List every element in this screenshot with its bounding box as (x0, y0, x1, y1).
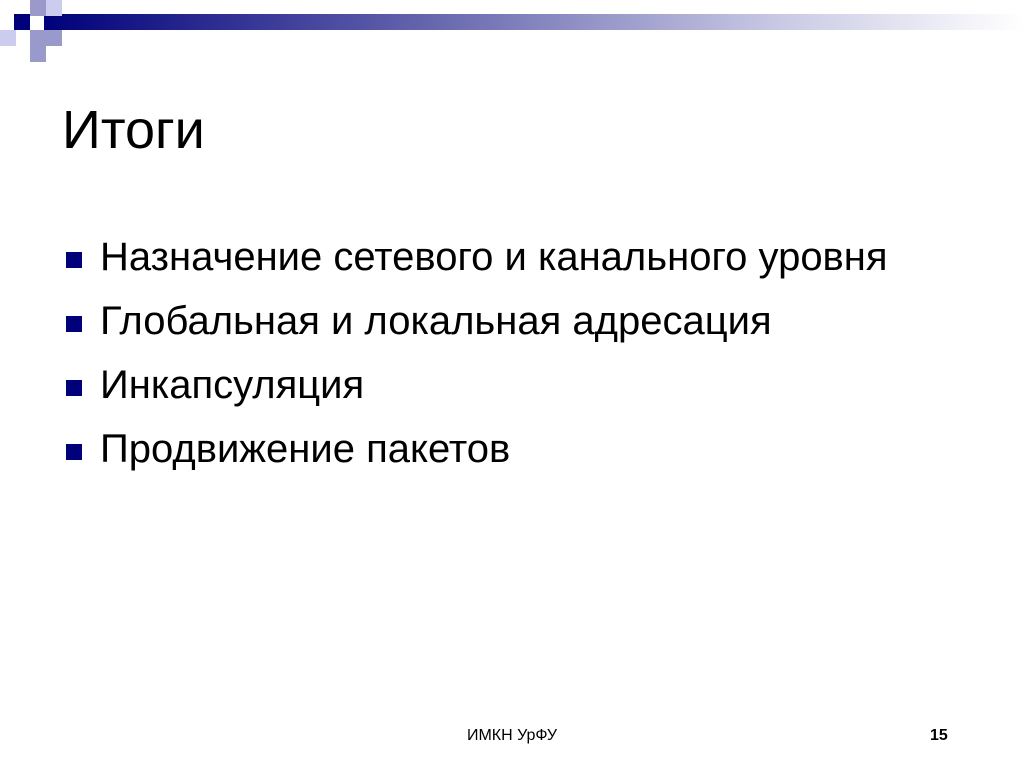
bullet-item (62, 424, 962, 475)
bullet-item (62, 296, 962, 347)
square-bullet-icon (66, 444, 82, 460)
slide-title: Итоги (62, 100, 205, 160)
bullet-list (62, 232, 962, 488)
header-gradient-bar (44, 14, 1024, 30)
bullet-text: Инкапсуляция (100, 363, 365, 407)
square-bullet-icon (66, 380, 82, 396)
header-decoration (0, 0, 1024, 64)
decor-square (14, 14, 30, 30)
decor-square (30, 46, 46, 62)
square-bullet-icon (66, 252, 82, 268)
page-number: 15 (930, 727, 948, 744)
bullet-item (62, 360, 962, 411)
bullet-text: Продвижение пакетов (100, 427, 511, 471)
square-bullet-icon (66, 316, 82, 332)
decor-square (0, 30, 16, 46)
bullet-text: Глобальная и локальная адресация (100, 299, 772, 343)
decor-square (46, 0, 62, 16)
decor-square (30, 0, 46, 16)
bullet-text: Назначение сетевого и канального уровня (100, 235, 888, 279)
footer-text: ИМКН УрФУ (466, 727, 558, 744)
decor-square (30, 30, 46, 46)
bullet-item (62, 232, 962, 283)
decor-square (46, 30, 62, 46)
